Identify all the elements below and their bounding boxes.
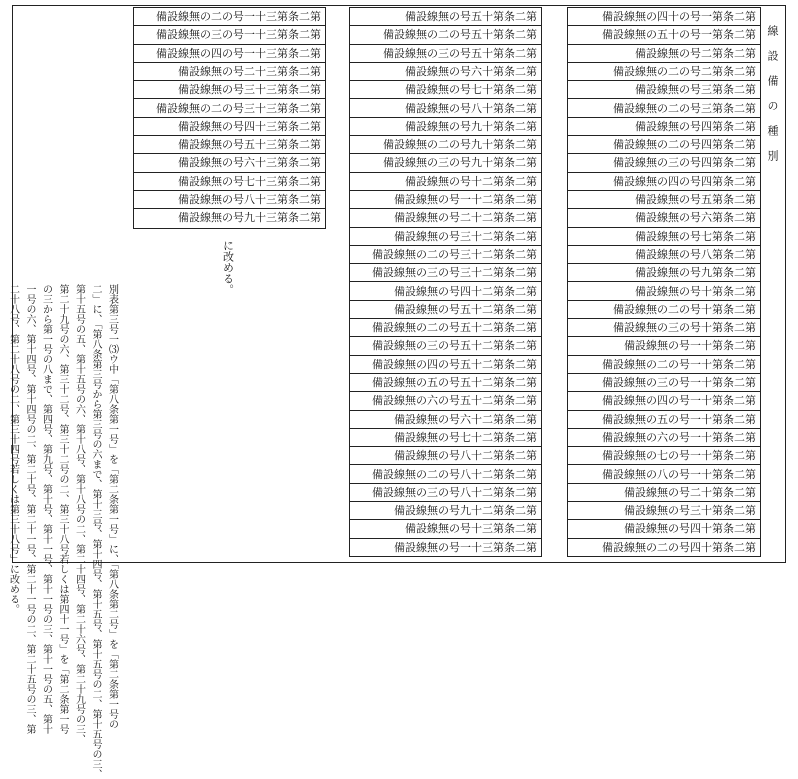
table-row: 備設線無の号九十二第条二第	[350, 502, 541, 520]
table-row: 備設線無の号三第条二第	[568, 81, 760, 99]
table-row: 備設線無の号九第条二第	[568, 264, 760, 282]
table-row: 備設線無の八の号一十第条二第	[568, 466, 760, 484]
body-text	[7, 240, 136, 779]
table-row: 備設線無の号十三第条二第	[350, 520, 541, 538]
body-line: 二」に、「第八条第三号から第三号の六まで、第十三号、第十四号、第十五号、第十五号の二、第十五号の三、	[90, 284, 101, 779]
table-row: 備設線無の四の号四第条二第	[568, 173, 760, 191]
table-row: 備設線無の号三十第条二第	[568, 502, 760, 520]
table-row: 備設線無の号二十三第条二第	[134, 63, 325, 81]
table-row: 備設線無の二の号四第条二第	[568, 136, 760, 154]
table-row: 備設線無の四の号一十三第条二第	[134, 45, 325, 63]
bottom-rule	[12, 562, 786, 563]
category-header: 線設備の種別	[766, 25, 779, 175]
table-row: 備設線無の号四第条二第	[568, 118, 760, 136]
table-row: 備設線無の号一十三第条二第	[394, 540, 537, 554]
table-row: 備設線無の三の号一十第条二第	[568, 374, 760, 392]
table-row: 備設線無の二の号三十三第条二第	[134, 100, 325, 118]
table-row: 備設線無の二の号九十第条二第	[350, 136, 541, 154]
table-row: 備設線無の号四十三第条二第	[134, 118, 325, 136]
change-note: に改める。	[221, 240, 235, 295]
table-row: 備設線無の四十の号一第条二第	[568, 8, 760, 26]
table-row: 備設線無の号六十第条二第	[350, 63, 541, 81]
table-row: 備設線無の三の号五十二第条二第	[350, 337, 541, 355]
table-row: 備設線無の号五第条二第	[568, 191, 760, 209]
table-row: 備設線無の三の号五十第条二第	[350, 45, 541, 63]
table-row: 備設線無の号二十第条二第	[568, 484, 760, 502]
table-row: 備設線無の号二第条二第	[568, 45, 760, 63]
table-row: 備設線無の二の号一十第条二第	[568, 356, 760, 374]
table-row: 備設線無の号三十三第条二第	[134, 81, 325, 99]
table-row: 備設線無の号四十第条二第	[568, 520, 760, 538]
table-row: 備設線無の二の号一十三第条二第	[134, 8, 325, 26]
table-row: 備設線無の号二十二第条二第	[350, 209, 541, 227]
table-row: 備設線無の六の号一十第条二第	[568, 429, 760, 447]
table-row: 備設線無の号八十第条二第	[350, 100, 541, 118]
table-row: 備設線無の二の号二第条二第	[568, 63, 760, 81]
table-row: 備設線無の二の号五十二第条二第	[350, 319, 541, 337]
table-row: 備設線無の号五十二第条二第	[350, 301, 541, 319]
table-row: 備設線無の三の号三十二第条二第	[350, 264, 541, 282]
table-row: 備設線無の二の号三第条二第	[568, 100, 760, 118]
table-row: 備設線無の号八十二第条二第	[350, 447, 541, 465]
table-row: 備設線無の三の号九十第条二第	[350, 154, 541, 172]
body-line: 別表第三号一⑶ウ中「第八条第一号」を「第二条第一号」に、「第八条第二号」を「第二条第一号の	[106, 284, 118, 729]
table-row: 備設線無の三の号八十二第条二第	[350, 484, 541, 502]
body-line: 一号の六、第十四号、第十四号の二、第二十号、第二十一号、第二十一号の二、第二十五号の三、第	[24, 284, 35, 734]
table-row: 備設線無の号五十第条二第	[350, 8, 541, 26]
table-row: 備設線無の号八第条二第	[568, 246, 760, 264]
table-row: 備設線無の二の号四十第条二第	[602, 540, 756, 554]
table-row: 備設線無の号六十三第条二第	[134, 154, 325, 172]
table-row: 備設線無の号十第条二第	[568, 283, 760, 301]
table-row: 備設線無の号七十第条二第	[350, 81, 541, 99]
table-row: 備設線無の四の号一十第条二第	[568, 392, 760, 410]
table-row: 備設線無の号八十三第条二第	[134, 191, 325, 209]
table-row: 備設線無の号六十二第条二第	[350, 411, 541, 429]
table-row: 備設線無の号七十三第条二第	[134, 173, 325, 191]
table-row: 備設線無の二の号五十第条二第	[350, 26, 541, 44]
table-row: 備設線無の四の号五十二第条二第	[350, 356, 541, 374]
table-row: 備設線無の号三十二第条二第	[350, 228, 541, 246]
table-row: 備設線無の号六第条二第	[568, 209, 760, 227]
table-row: 備設線無の号十二第条二第	[350, 173, 541, 191]
table-middle	[349, 7, 542, 557]
table-left	[133, 7, 326, 229]
table-row: 備設線無の三の号一十三第条二第	[134, 26, 325, 44]
table-row: 備設線無の号九十三第条二第	[178, 211, 321, 225]
top-rule	[12, 5, 786, 6]
table-row: 備設線無の号一十第条二第	[568, 337, 760, 355]
table-row: 備設線無の七の号一十第条二第	[568, 447, 760, 465]
body-line: 第二十九号の六、第三十二号、第三十二号の二、第三十八号若しくは第四十一号」を「第二条第一号	[57, 284, 68, 734]
table-row: 備設線無の二の号三十二第条二第	[350, 246, 541, 264]
table-row: 備設線無の号七十二第条二第	[350, 429, 541, 447]
body-line: 第十五号の五、第十五号の六、第十八号、第十八号の二、第二十四号、第二十六号、第二十九号の三、	[73, 284, 85, 744]
table-row: 備設線無の号九十第条二第	[350, 118, 541, 136]
table-row: 備設線無の五の号五十二第条二第	[350, 374, 541, 392]
table-row: 備設線無の三の号四第条二第	[568, 154, 760, 172]
table-row: 備設線無の号一十二第条二第	[350, 191, 541, 209]
body-line: の三から第一号の八まで、第四号、第九号、第十号、第十一号、第十一号の三、第十一号の五、第十	[40, 284, 52, 734]
table-row: 備設線無の号七第条二第	[568, 228, 760, 246]
table-row: 備設線無の二の号十第条二第	[568, 301, 760, 319]
table-row: 備設線無の三の号十第条二第	[568, 319, 760, 337]
table-row: 備設線無の六の号五十二第条二第	[350, 392, 541, 410]
body-line: 二十八号、第二十八号の二、第三十四号若しくは第三十八号」に改める。	[7, 284, 19, 614]
table-row: 備設線無の号五十三第条二第	[134, 136, 325, 154]
table-row: 備設線無の二の号八十二第条二第	[350, 466, 541, 484]
table-right	[567, 7, 761, 557]
table-row: 備設線無の五の号一十第条二第	[568, 411, 760, 429]
table-row: 備設線無の五十の号一第条二第	[568, 26, 760, 44]
right-rule	[785, 5, 786, 563]
table-row: 備設線無の号四十二第条二第	[350, 283, 541, 301]
